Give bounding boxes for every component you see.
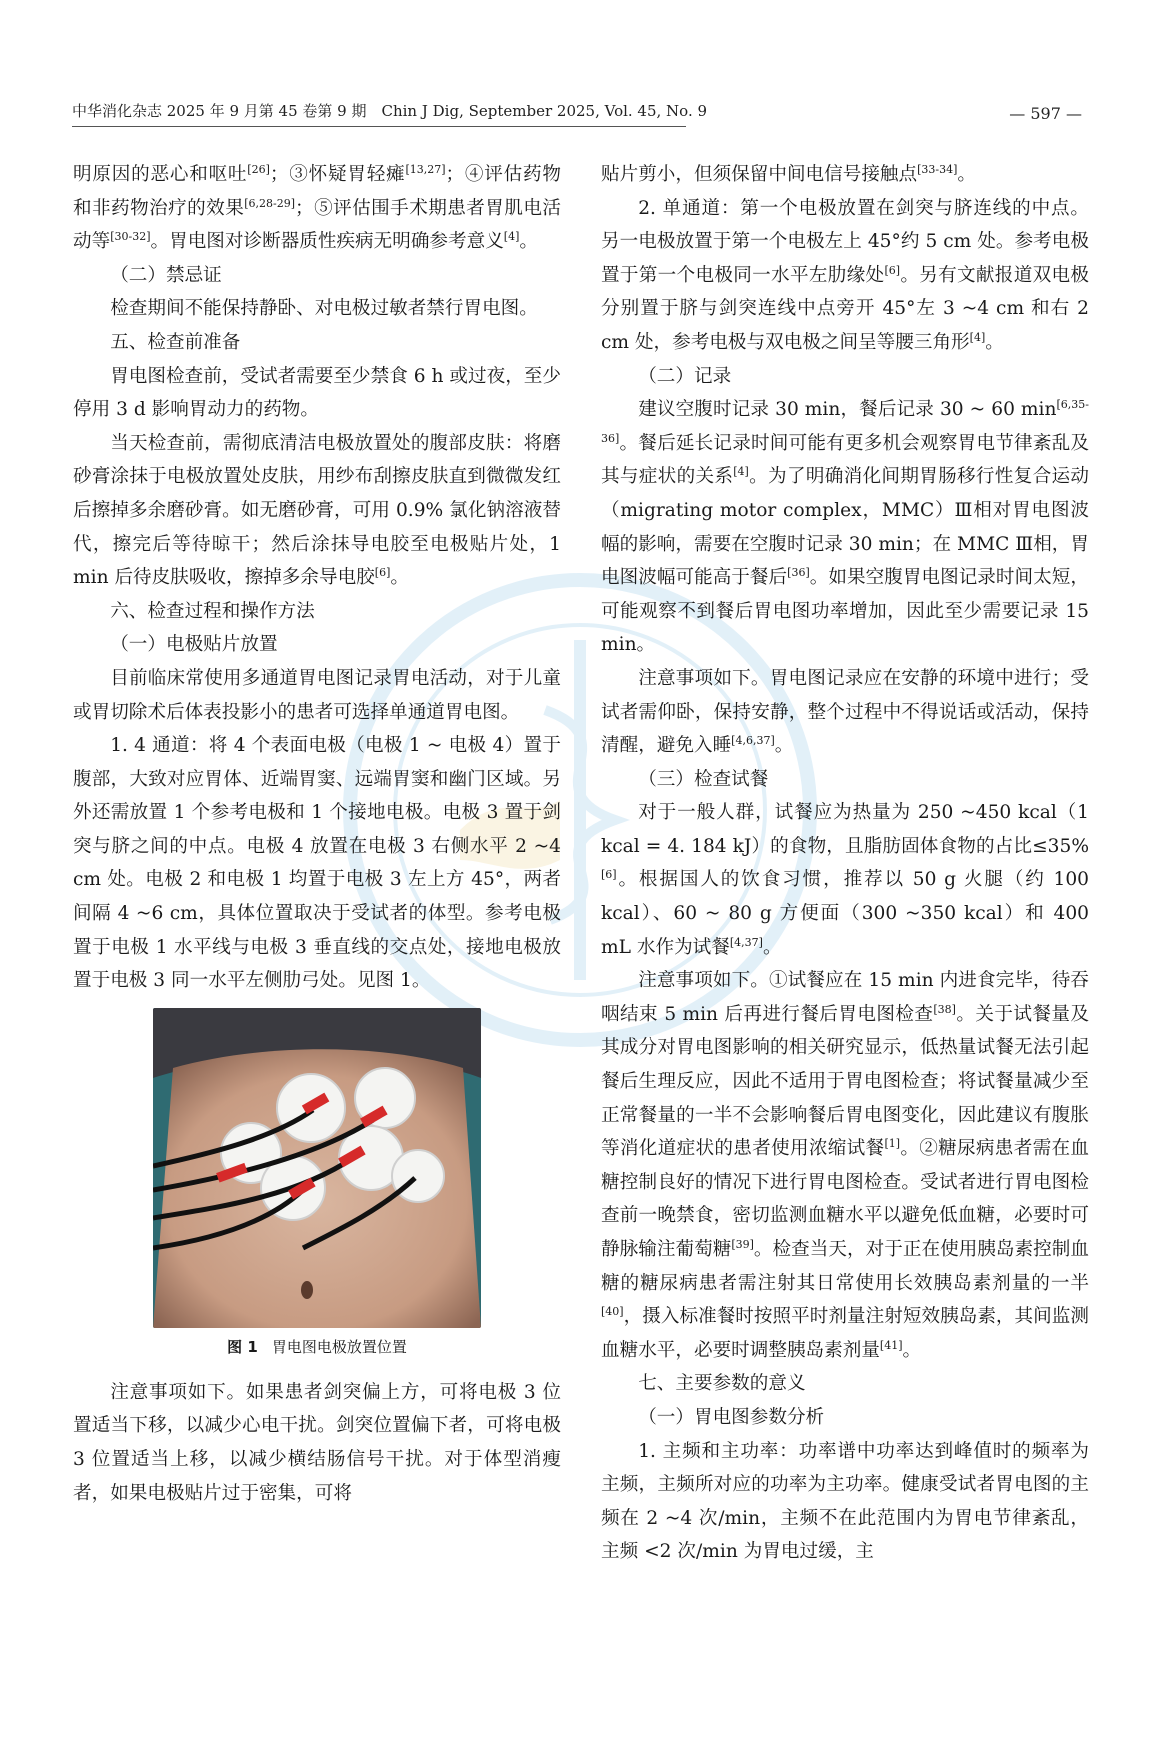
citation: [4] [969, 330, 986, 344]
header-rule [72, 126, 686, 127]
citation: [6,28-29] [244, 196, 296, 210]
citation: [4,37] [729, 935, 763, 949]
paragraph-skin-prep: 当天检查前，需彻底清洁电极放置处的腹部皮肤：将磨砂膏涂抹于电极放置处皮肤，用纱布刮擦皮肤直到微微发红后擦掉多余磨砂膏。如无磨砂膏，可用 0.9% 氯化钠溶液替代，擦完后等待晾干；然后涂抹导电胶至电极贴片处，1 min 后待皮肤吸收，擦掉多余导电胶[6]。 [73, 432, 561, 589]
citation: [33-34] [917, 163, 958, 176]
citation: [39] [731, 1238, 754, 1251]
citation: [41] [879, 1338, 903, 1352]
citation: [38] [933, 1002, 956, 1016]
citation: [26] [247, 163, 270, 176]
subheading-test-meal: （三）检查试餐 [638, 768, 769, 790]
right-column [601, 158, 1089, 1569]
subheading-parameter-analysis: （一）胃电图参数分析 [638, 1406, 825, 1428]
citation: [6] [601, 868, 617, 882]
paragraph-recording-notes: 注意事项如下。胃电图记录应在安静的环境中进行；受试者需仰卧，保持安静，整个过程中不得说话或活动，保持清醒，避免入睡[4,6,37]。 [601, 667, 1089, 757]
paragraph-meal-notes: 注意事项如下。①试餐应在 15 min 内进食完毕，待吞咽结束 5 min 后再进行餐后胃电图检查[38]。关于试餐量及其成分对胃电图影响的相关研究显示，低热量试餐无法引起餐后生理反应，因此不适用于胃电图检查；将试餐量减少至正常餐量的一半不会影响餐后胃电图变化，因此建议有腹胀等消化道症状的患者使用浓缩试餐[1]。②糖尿病患者需在血糖控制良好的情况下进行胃电图检查。受试者进行胃电图检查前一晚禁食，密切监测血糖水平以避免低血糖，必要时可静脉输注葡萄糖[39]。检查当天，对于正在使用胰岛素控制血糖的糖尿病患者需注射其日常使用长效胰岛素剂量的一半[40]，摄入标准餐时按照平时剂量注射短效胰岛素，其间监测血糖水平，必要时调整胰岛素剂量[41]。 [601, 970, 1089, 1361]
figure-caption [73, 1334, 561, 1360]
left-column [73, 158, 561, 1510]
abdomen-electrodes-image [153, 1008, 481, 1328]
paragraph-trim-patches: 贴片剪小，但须保留中间电信号接触点[33-34]。 [601, 163, 977, 185]
section-heading-procedure: 六、检查过程和操作方法 [110, 600, 315, 622]
subheading-recording: （二）记录 [638, 365, 732, 387]
paragraph-placement-notes: 注意事项如下。如果患者剑突偏上方，可将电极 3 位置适当下移，以减少心电干扰。剑突位置偏下者，可将电极 3 位置适当上移，以减少横结肠信号干扰。对于体型消瘦者，如果电极贴片过于密集，可将 [73, 1381, 561, 1504]
paragraph-four-channel: 1. 4 通道：将 4 个表面电极（电极 1 ~ 电极 4）置于腹部，大致对应胃体、近端胃窦、远端胃窦和幽门区域。另外还需放置 1 个参考电极和 1 个接地电极。电极 3 置于剑突与脐之间的中点。电极 4 放置在电极 3 右侧水平 2 ~4 cm 处。电极 2 和电极 1 均置于电极 3 左上方 45°，两者间隔 4 ~6 cm，具体位置取决于受试者的体型。参考电极置于电极 1 水平线与电极 3 垂直线的交点处，接地电极放置于电极 3 同一水平左侧肋弓处。见图 1。 [73, 735, 561, 992]
page-number: — 597 — [1009, 104, 1082, 123]
citation: [6] [374, 566, 391, 580]
citation: [1] [884, 1137, 901, 1151]
section-heading-preparation: 五、检查前准备 [110, 331, 241, 353]
paragraph-dominant-frequency: 1. 主频和主功率：功率谱中功率达到峰值时的频率为主频，主频所对应的功率为主功率。健康受试者胃电图的主频在 2 ~4 次/min，主频不在此范围内为胃电节律紊乱，主频 <2 次/min 为胃电过缓，主 [601, 1440, 1089, 1563]
figure-number: 图 1 [227, 1337, 258, 1356]
citation: [36] [787, 566, 810, 580]
citation: [4] [733, 465, 749, 479]
paragraph-recording: 建议空腹时记录 30 min，餐后记录 30 ~ 60 min[6,35-36]。餐后延长记录时间可能有更多机会观察胃电节律紊乱及其与症状的关系[4]。为了明确消化间期胃肠移行性复合运动（migrating motor complex，MMC）Ⅲ相对胃电图波幅的影响，需要在空腹时记录 30 min；在 MMC Ⅲ相，胃电图波幅可能高于餐后[36]。如果空腹胃电图记录时间太短，可能观察不到餐后胃电图功率增加，因此至少需要记录 15 min。 [601, 398, 1089, 656]
citation: [13,27] [405, 163, 446, 176]
citation: [6,35-36] [601, 398, 1089, 445]
paragraph-indications-end: 明原因的恶心和呕吐[26]；③怀疑胃轻瘫[13,27]；④评估药物和非药物治疗的效果[6,28-29]；⑤评估围手术期患者胃肌电活动等[30-32]。胃电图对诊断器质性疾病无明确参考意义[4]。 [73, 163, 561, 253]
paragraph-fasting: 胃电图检查前，受试者需要至少禁食 6 h 或过夜，至少停用 3 d 影响胃动力的药物。 [73, 365, 561, 421]
figure-electrode-photo [153, 1008, 481, 1328]
journal-citation: 中华消化杂志 2025 年 9 月第 45 卷第 9 期 Chin J Dig, September 2025, Vol. 45, No. 9 [72, 102, 708, 120]
paragraph-contraindications: 检查期间不能保持静卧、对电极过敏者禁行胃电图。 [110, 298, 538, 320]
figure-caption-text: 胃电图电极放置位置 [271, 1337, 407, 1356]
paragraph-single-channel: 2. 单通道：第一个电极放置在剑突与脐连线的中点。另一电极放置于第一个电极左上 45°约 5 cm 处。参考电极置于第一个电极同一水平左肋缘处[6]。另有文献报道双电极分别置于脐与剑突连线中点旁开 45°左 3 ~4 cm 和右 2 cm 处，参考电极与双电极之间呈等腰三角形[4]。 [601, 197, 1089, 353]
subheading-contraindications: （二）禁忌证 [110, 264, 222, 286]
citation: [6] [884, 263, 901, 277]
citation: [40] [601, 1305, 624, 1319]
citation: [30-32] [110, 230, 151, 244]
paragraph-test-meal: 对于一般人群，试餐应为热量为 250 ~450 kcal（1 kcal = 4. 184 kJ）的食物，且脂肪固体食物的占比≤35%[6]。根据国人的饮食习惯，推荐以 50 g 火腿（约 100 kcal）、60 ~ 80 g 方便面（300 ~350 kcal）和 400 mL 水作为试餐[4,37]。 [601, 802, 1089, 958]
subheading-electrode-placement: （一）电极贴片放置 [110, 634, 278, 656]
paragraph-multichannel: 目前临床常使用多通道胃电图记录胃电活动，对于儿童或胃切除术后体表投影小的患者可选择单通道胃电图。 [73, 667, 561, 723]
citation: [4] [503, 230, 520, 244]
citation: [4,6,37] [731, 734, 775, 748]
section-heading-parameters: 七、主要参数的意义 [638, 1373, 806, 1395]
